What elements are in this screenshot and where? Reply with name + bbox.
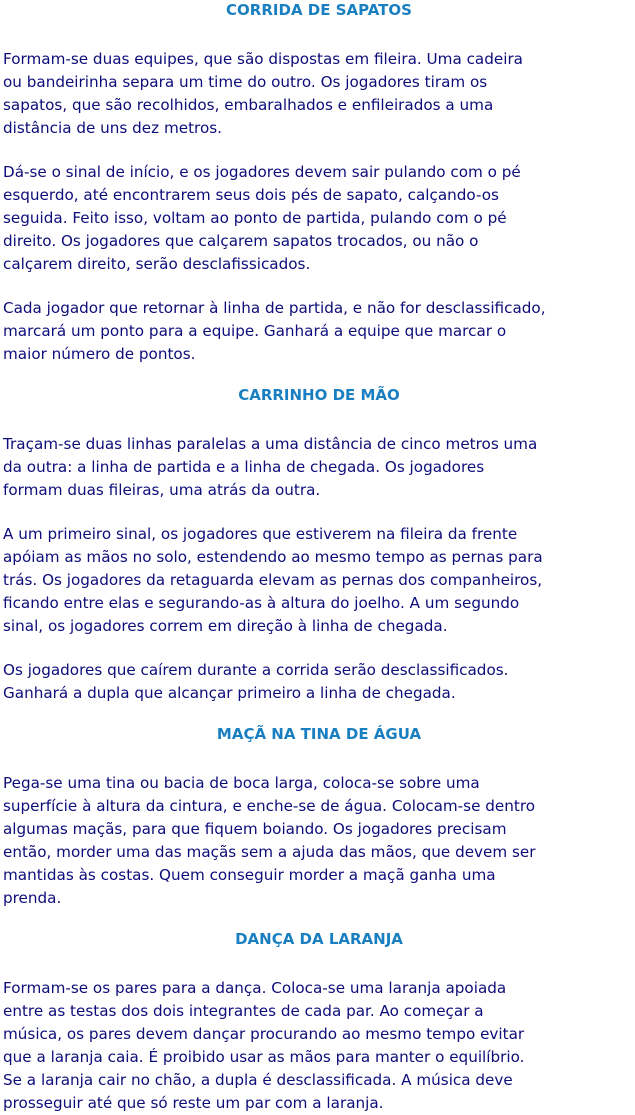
- paragraph: Dá-se o sinal de início, e os jogadores devem sair pulando com o pé esquerdo, até encontrarem seus dois pés de sapato, calçando-os seguida. Feito isso, voltam ao ponto de partida, pulando com o pé direito. Os jogadores que calçarem sapatos trocados, ou não o calçarem direito, serão desclafissicados.: [3, 163, 521, 273]
- paragraph: Os jogadores que caírem durante a corrida serão desclassificados. Ganhará a dupla que alcançar primeiro a linha de chegada.: [3, 661, 509, 702]
- section-title: MAÇÃ NA TINA DE ÁGUA: [216, 725, 422, 743]
- section-title: DANÇA DA LARANJA: [235, 930, 403, 948]
- section-carrinho-de-mao: [3, 385, 635, 705]
- paragraph: Traçam-se duas linhas paralelas a uma distância de cinco metros uma da outra: a linha de partida e a linha de chegada. Os jogadores formam duas fileiras, uma atrás da outra.: [3, 435, 538, 499]
- paragraph: Pega-se uma tina ou bacia de boca larga, coloca-se sobre uma superfície à altura da cintura, e enche-se de água. Colocam-se dentro algumas maçãs, para que fiquem boiando. Os jogadores precisam então, morder uma das maçãs sem a ajuda das mãos, que devem ser mantidas às costas. Quem conseguir morder a maçã ganha uma prenda.: [3, 774, 536, 907]
- paragraph: Cada jogador que retornar à linha de partida, e não for desclassificado, marcará um ponto para a equipe. Ganhará a equipe que marcar o maior número de pontos.: [3, 299, 546, 363]
- section-danca-da-laranja: [3, 929, 635, 1115]
- section-title: CORRIDA DE SAPATOS: [226, 1, 412, 19]
- section-maca-na-tina: [3, 724, 635, 910]
- paragraph: A um primeiro sinal, os jogadores que estiverem na fileira da frente apóiam as mãos no solo, estendendo ao mesmo tempo as pernas para trás. Os jogadores da retaguarda elevam as pernas dos companheiros, ficando entre elas e segurando-as à altura do joelho. A um segundo sinal, os jogadores correm em direção à linha de chegada.: [3, 525, 543, 635]
- section-title: CARRINHO DE MÃO: [238, 386, 400, 404]
- section-corrida-de-sapatos: [3, 0, 635, 366]
- paragraph: Formam-se os pares para a dança. Coloca-se uma laranja apoiada entre as testas dos dois integrantes de cada par. Ao começar a música, os pares devem dançar procurando ao mesmo tempo evitar que a laranja caia. É proibido usar as mãos para manter o equilíbrio. Se a laranja cair no chão, a dupla é desclassificada. A música deve prosseguir até que só reste um par com a laranja.: [3, 979, 525, 1112]
- paragraph: Formam-se duas equipes, que são dispostas em fileira. Uma cadeira ou bandeirinha separa um time do outro. Os jogadores tiram os sapatos, que são recolhidos, embaralhados e enfileirados a uma distância de uns dez metros.: [3, 50, 523, 137]
